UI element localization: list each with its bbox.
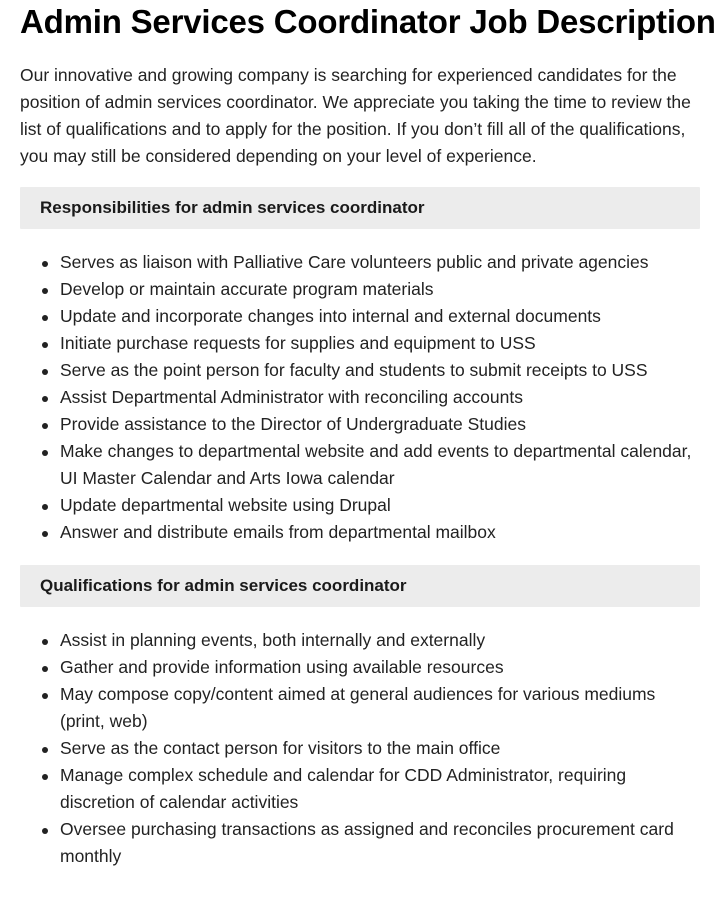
list-item-text: Develop or maintain accurate program materials — [60, 279, 434, 299]
list-item — [20, 519, 700, 546]
list-item-text: Serves as liaison with Palliative Care volunteers public and private agencies — [60, 252, 649, 272]
bullet-icon — [42, 693, 48, 699]
list-item-text: May compose copy/content aimed at general audiences for various mediums (print, web) — [60, 684, 656, 731]
list-item — [20, 816, 700, 870]
list-item-text: Assist in planning events, both internally and externally — [60, 630, 486, 650]
list-item-text: Update departmental website using Drupal — [60, 495, 391, 515]
list-item — [20, 492, 700, 519]
list-item — [20, 627, 700, 654]
bullet-icon — [42, 774, 48, 780]
bullet-icon — [42, 261, 48, 267]
bullet-icon — [42, 288, 48, 294]
bullet-icon — [42, 504, 48, 510]
list-item-text: Assist Departmental Administrator with reconciling accounts — [60, 387, 523, 407]
list-item — [20, 681, 700, 735]
list-item-text: Manage complex schedule and calendar for CDD Administrator, requiring discretion of calendar activities — [60, 765, 627, 812]
bullet-icon — [42, 396, 48, 402]
intro-paragraph: Our innovative and growing company is searching for experienced candidates for the position of admin services coordinator. We appreciate you taking the time to review the list of qualifications and to apply for the position. If you don’t fill all of the qualifications, you may still be considered depending on your level of experience. — [20, 65, 691, 166]
list-item — [20, 330, 700, 357]
list-item — [20, 762, 700, 816]
bullet-icon — [42, 666, 48, 672]
list-item — [20, 303, 700, 330]
list-item-text: Answer and distribute emails from departmental mailbox — [60, 522, 496, 542]
bullet-icon — [42, 531, 48, 537]
list-item — [20, 438, 700, 492]
bullet-icon — [42, 342, 48, 348]
responsibilities-list — [20, 249, 700, 546]
list-item-text: Serve as the point person for faculty and students to submit receipts to USS — [60, 360, 648, 380]
qualifications-list — [20, 627, 700, 870]
bullet-icon — [42, 423, 48, 429]
list-item-text: Update and incorporate changes into internal and external documents — [60, 306, 601, 326]
list-item — [20, 249, 700, 276]
responsibilities-heading: Responsibilities for admin services coordinator — [20, 187, 700, 229]
page-title: Admin Services Coordinator Job Description — [20, 3, 716, 40]
list-item — [20, 411, 700, 438]
list-item — [20, 654, 700, 681]
list-item-text: Gather and provide information using available resources — [60, 657, 504, 677]
list-item — [20, 735, 700, 762]
list-item-text: Serve as the contact person for visitors to the main office — [60, 738, 501, 758]
bullet-icon — [42, 315, 48, 321]
list-item-text: Oversee purchasing transactions as assigned and reconciles procurement card monthly — [60, 819, 674, 866]
bullet-icon — [42, 369, 48, 375]
list-item-text: Make changes to departmental website and add events to departmental calendar, UI Master Calendar and Arts Iowa calendar — [60, 441, 692, 488]
bullet-icon — [42, 747, 48, 753]
bullet-icon — [42, 450, 48, 456]
bullet-icon — [42, 828, 48, 834]
list-item — [20, 384, 700, 411]
list-item — [20, 276, 700, 303]
list-item-text: Provide assistance to the Director of Undergraduate Studies — [60, 414, 526, 434]
bullet-icon — [42, 639, 48, 645]
qualifications-heading: Qualifications for admin services coordinator — [20, 565, 700, 607]
list-item-text: Initiate purchase requests for supplies and equipment to USS — [60, 333, 536, 353]
list-item — [20, 357, 700, 384]
